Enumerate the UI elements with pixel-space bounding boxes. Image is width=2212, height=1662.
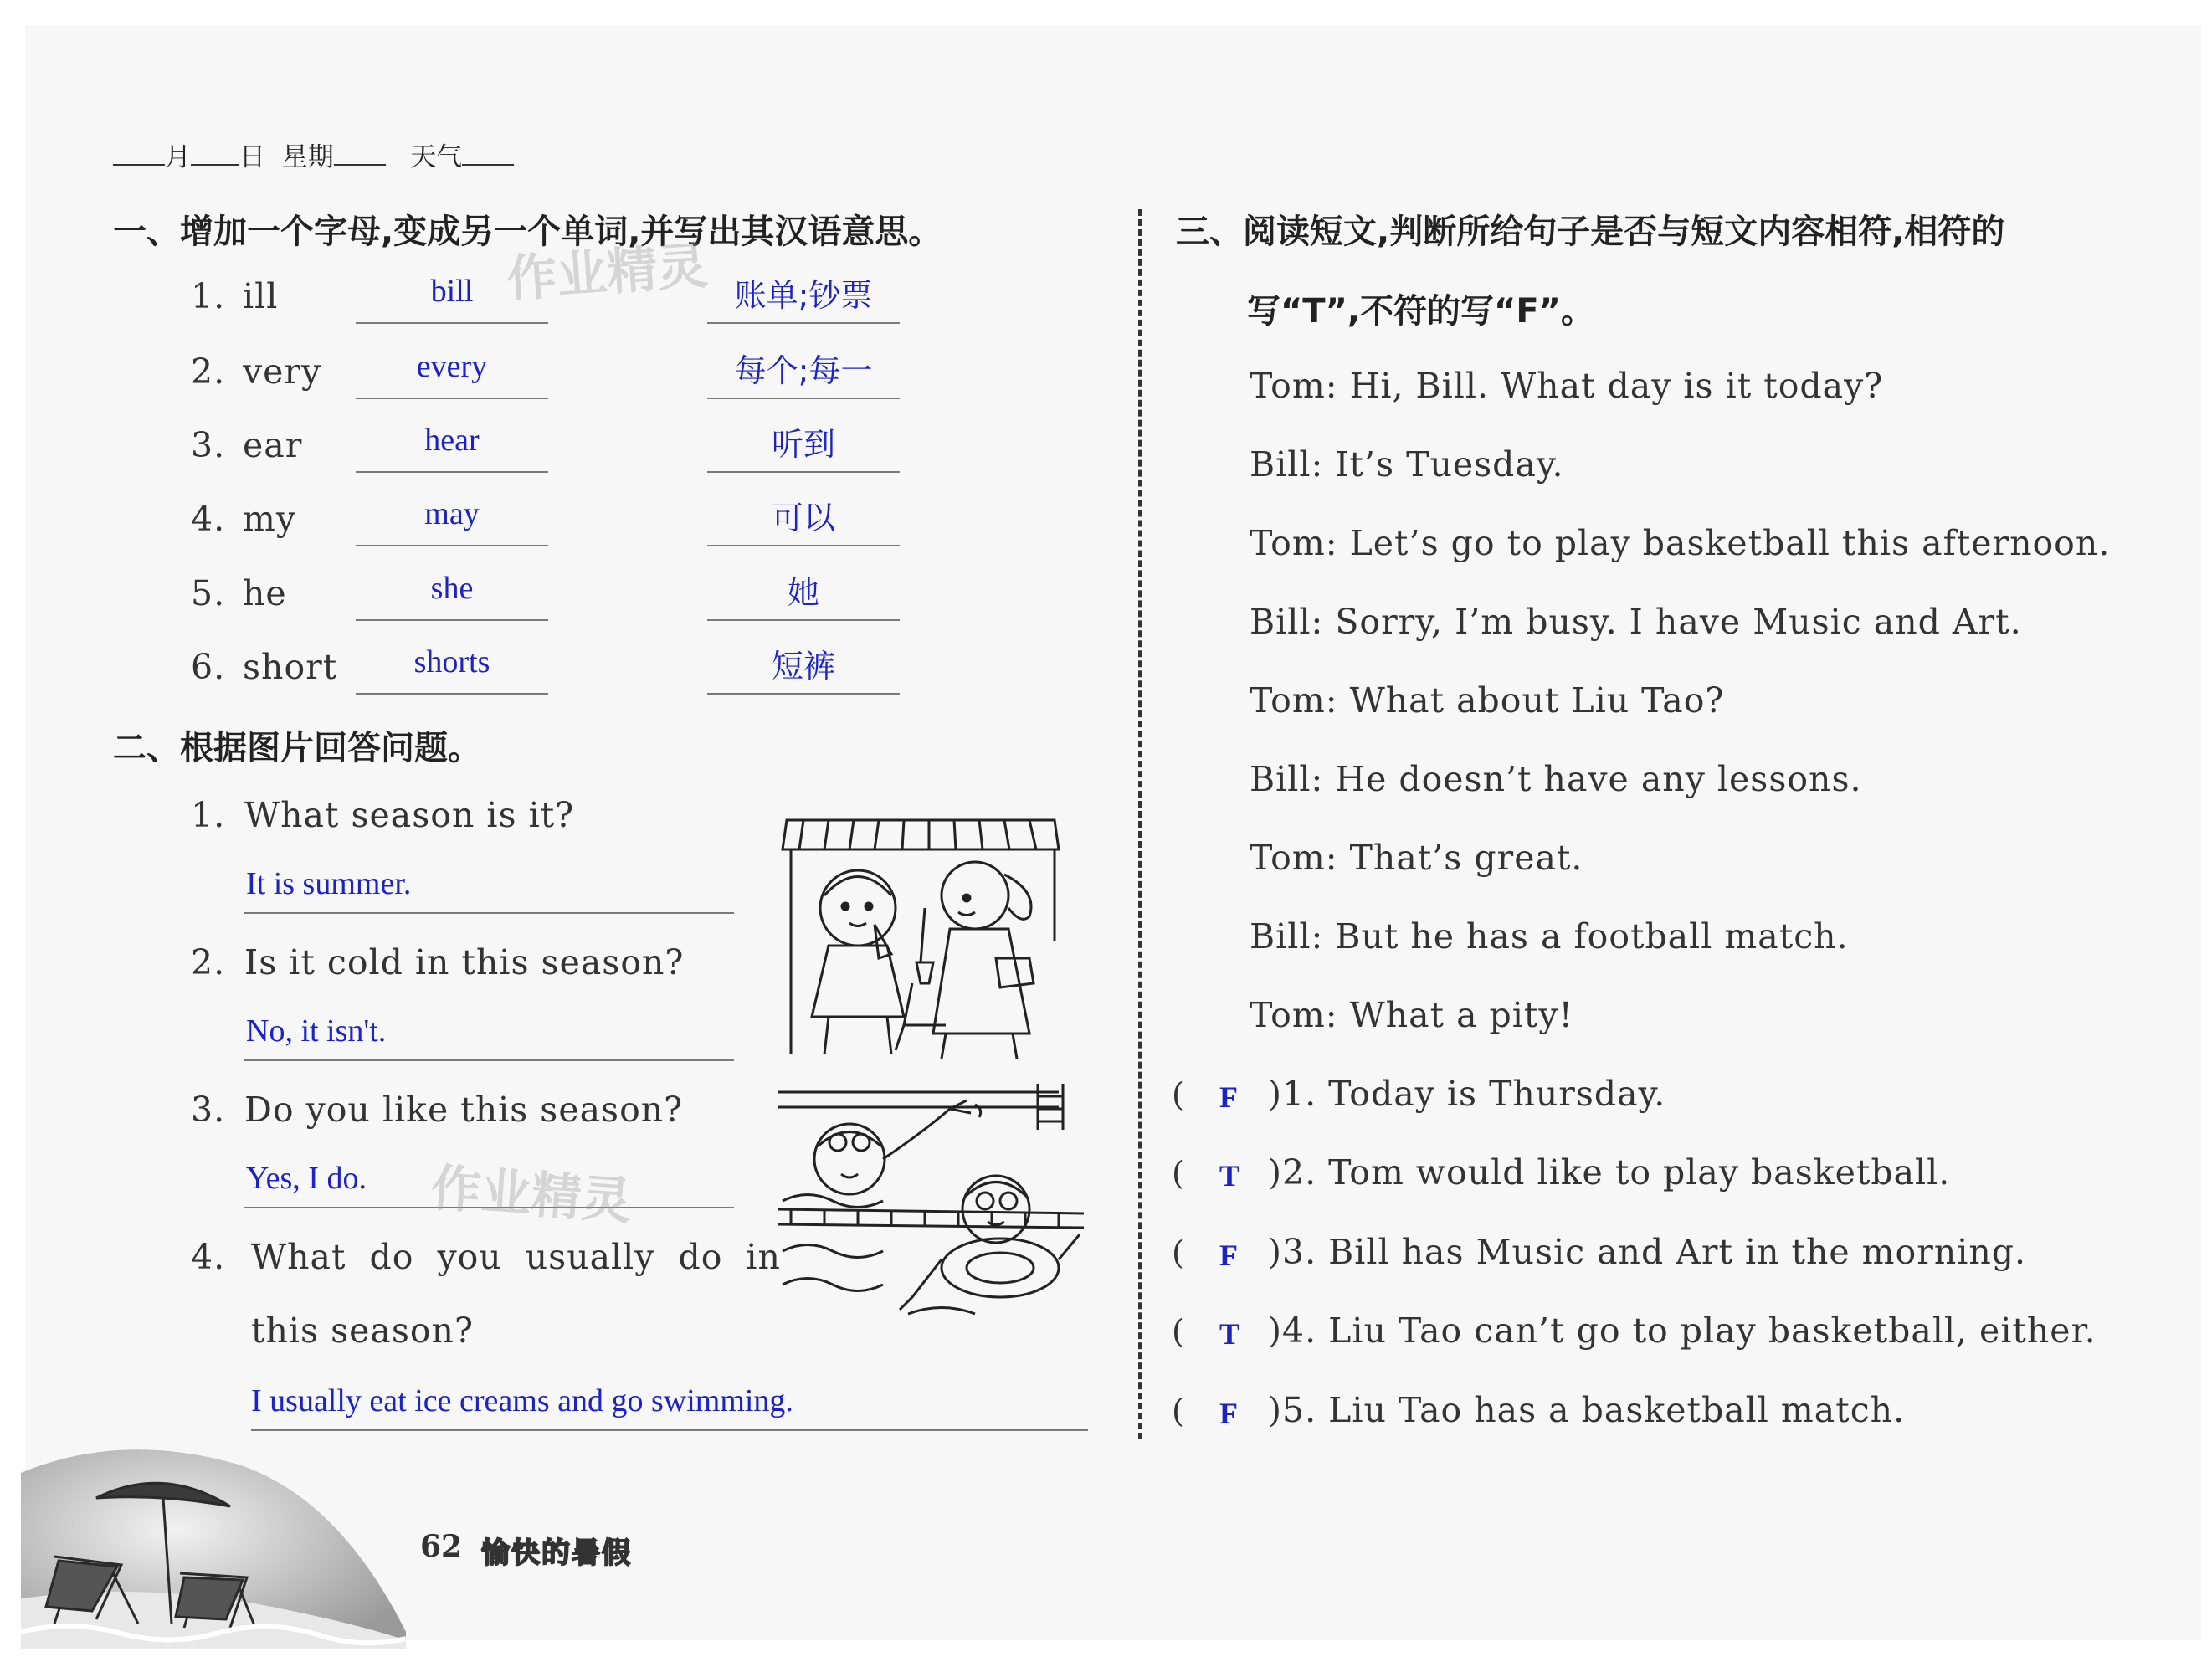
item-answer: bill bbox=[430, 274, 474, 309]
dialogue-line: Bill: It’s Tuesday. bbox=[1250, 444, 1564, 485]
dialogue-line: Tom: What a pity! bbox=[1250, 995, 1574, 1035]
meaning-line bbox=[707, 619, 900, 621]
dialogue-line: Tom: What about Liu Tao? bbox=[1250, 680, 1725, 721]
swimming-kids-illustration bbox=[774, 1084, 1092, 1326]
question-number: 3. bbox=[191, 1090, 226, 1130]
meaning-line bbox=[707, 471, 900, 473]
item-answer: hear bbox=[424, 423, 480, 458]
dialogue-line: Bill: Sorry, I’m busy. I have Music and Art. bbox=[1250, 602, 2022, 642]
question-answer: It is summer. bbox=[246, 866, 412, 901]
question-text: Is it cold in this season? bbox=[244, 942, 685, 982]
item-answer: every bbox=[416, 349, 488, 384]
section1-title: 一、增加一个字母,变成另一个单词,并写出其汉语意思。 bbox=[113, 213, 942, 251]
question-answer: Yes, I do. bbox=[246, 1161, 367, 1196]
item-meaning: 听到 bbox=[771, 426, 835, 463]
item-meaning: 可以 bbox=[771, 500, 835, 536]
judgement-answer: F bbox=[1219, 1239, 1238, 1272]
dialogue-line: Bill: He doesn’t have any lessons. bbox=[1250, 759, 1862, 799]
beach-footer-illustration bbox=[21, 1439, 406, 1649]
question-number: 4. bbox=[191, 1237, 226, 1277]
judgement-text: )3. Bill has Music and Art in the morning. bbox=[1268, 1232, 2027, 1272]
judgement-open-paren: ( bbox=[1172, 1076, 1184, 1113]
dialogue-line: Tom: Let’s go to play basketball this afternoon. bbox=[1250, 523, 2111, 563]
item-number: 3. bbox=[191, 425, 226, 465]
judgement-answer: T bbox=[1219, 1317, 1240, 1351]
answer-line bbox=[356, 322, 548, 324]
item-answer: may bbox=[424, 496, 480, 531]
item-number: 4. bbox=[191, 499, 226, 539]
item-number: 5. bbox=[191, 573, 226, 613]
item-meaning: 每个;每一 bbox=[734, 352, 873, 389]
answer-line bbox=[356, 398, 548, 399]
meaning-line bbox=[707, 322, 900, 324]
item-word: very bbox=[243, 351, 322, 392]
item-word: my bbox=[243, 499, 297, 539]
section3-title: 三、阅读短文,判断所给句子是否与短文内容相符,相符的 bbox=[1176, 213, 2005, 251]
question-text: What do you usually do in bbox=[251, 1237, 781, 1277]
watermark: 作业精灵 bbox=[429, 1158, 634, 1232]
question-answer: No, it isn't. bbox=[246, 1013, 387, 1049]
question-text: What season is it? bbox=[244, 795, 575, 835]
judgement-open-paren: ( bbox=[1172, 1393, 1184, 1429]
question-answer: I usually eat ice creams and go swimming. bbox=[251, 1383, 793, 1418]
item-word: he bbox=[243, 573, 287, 613]
item-answer: shorts bbox=[413, 644, 490, 680]
section2-title: 二、根据图片回答问题。 bbox=[113, 729, 481, 767]
answer-line bbox=[356, 545, 548, 546]
item-answer: she bbox=[430, 571, 474, 606]
dialogue-line: Tom: Hi, Bill. What day is it today? bbox=[1250, 366, 1884, 406]
item-meaning: 账单;钞票 bbox=[734, 277, 873, 314]
column-divider bbox=[1138, 209, 1142, 1439]
answer-line bbox=[356, 619, 548, 621]
judgement-text: )4. Liu Tao can’t go to play basketball, either. bbox=[1268, 1311, 2097, 1351]
watermark: 作业精灵 bbox=[505, 236, 710, 310]
item-word: ear bbox=[243, 425, 303, 465]
item-word: short bbox=[243, 647, 338, 687]
judgement-text: )2. Tom would like to play basketball. bbox=[1268, 1152, 1951, 1193]
item-number: 1. bbox=[191, 276, 226, 316]
meaning-line bbox=[707, 693, 900, 695]
judgement-open-paren: ( bbox=[1172, 1234, 1184, 1271]
item-meaning: 她 bbox=[787, 574, 819, 611]
answer-line bbox=[251, 1429, 1088, 1431]
question-text-cont: this season? bbox=[251, 1311, 474, 1351]
answer-line bbox=[356, 471, 548, 473]
page-number: 62 bbox=[420, 1529, 463, 1564]
question-number: 1. bbox=[191, 795, 226, 835]
item-word: ill bbox=[243, 276, 279, 316]
section3-title-cont: 写“T”,不符的写“F”。 bbox=[1247, 292, 1594, 331]
judgement-answer: T bbox=[1219, 1159, 1240, 1193]
judgement-text: )1. Today is Thursday. bbox=[1268, 1074, 1666, 1114]
book-title: 愉快的暑假 bbox=[481, 1536, 632, 1570]
answer-line bbox=[356, 693, 548, 695]
judgement-answer: F bbox=[1219, 1080, 1238, 1114]
answer-line bbox=[244, 912, 734, 914]
dialogue-line: Bill: But he has a football match. bbox=[1250, 916, 1849, 957]
question-text: Do you like this season? bbox=[244, 1090, 684, 1130]
meaning-line bbox=[707, 398, 900, 399]
item-number: 2. bbox=[191, 351, 226, 392]
dialogue-line: Tom: That’s great. bbox=[1250, 838, 1583, 878]
answer-line bbox=[244, 1059, 734, 1061]
judgement-open-paren: ( bbox=[1172, 1313, 1184, 1350]
judgement-open-paren: ( bbox=[1172, 1155, 1184, 1192]
judgement-text: )5. Liu Tao has a basketball match. bbox=[1268, 1390, 1906, 1430]
meaning-line bbox=[707, 545, 900, 546]
judgement-answer: F bbox=[1219, 1397, 1238, 1430]
summer-girls-illustration bbox=[778, 816, 1067, 1059]
item-meaning: 短裤 bbox=[771, 648, 835, 685]
item-number: 6. bbox=[191, 647, 226, 687]
question-number: 2. bbox=[191, 942, 226, 982]
date-line: 月 日 星期 天气 bbox=[113, 136, 514, 173]
